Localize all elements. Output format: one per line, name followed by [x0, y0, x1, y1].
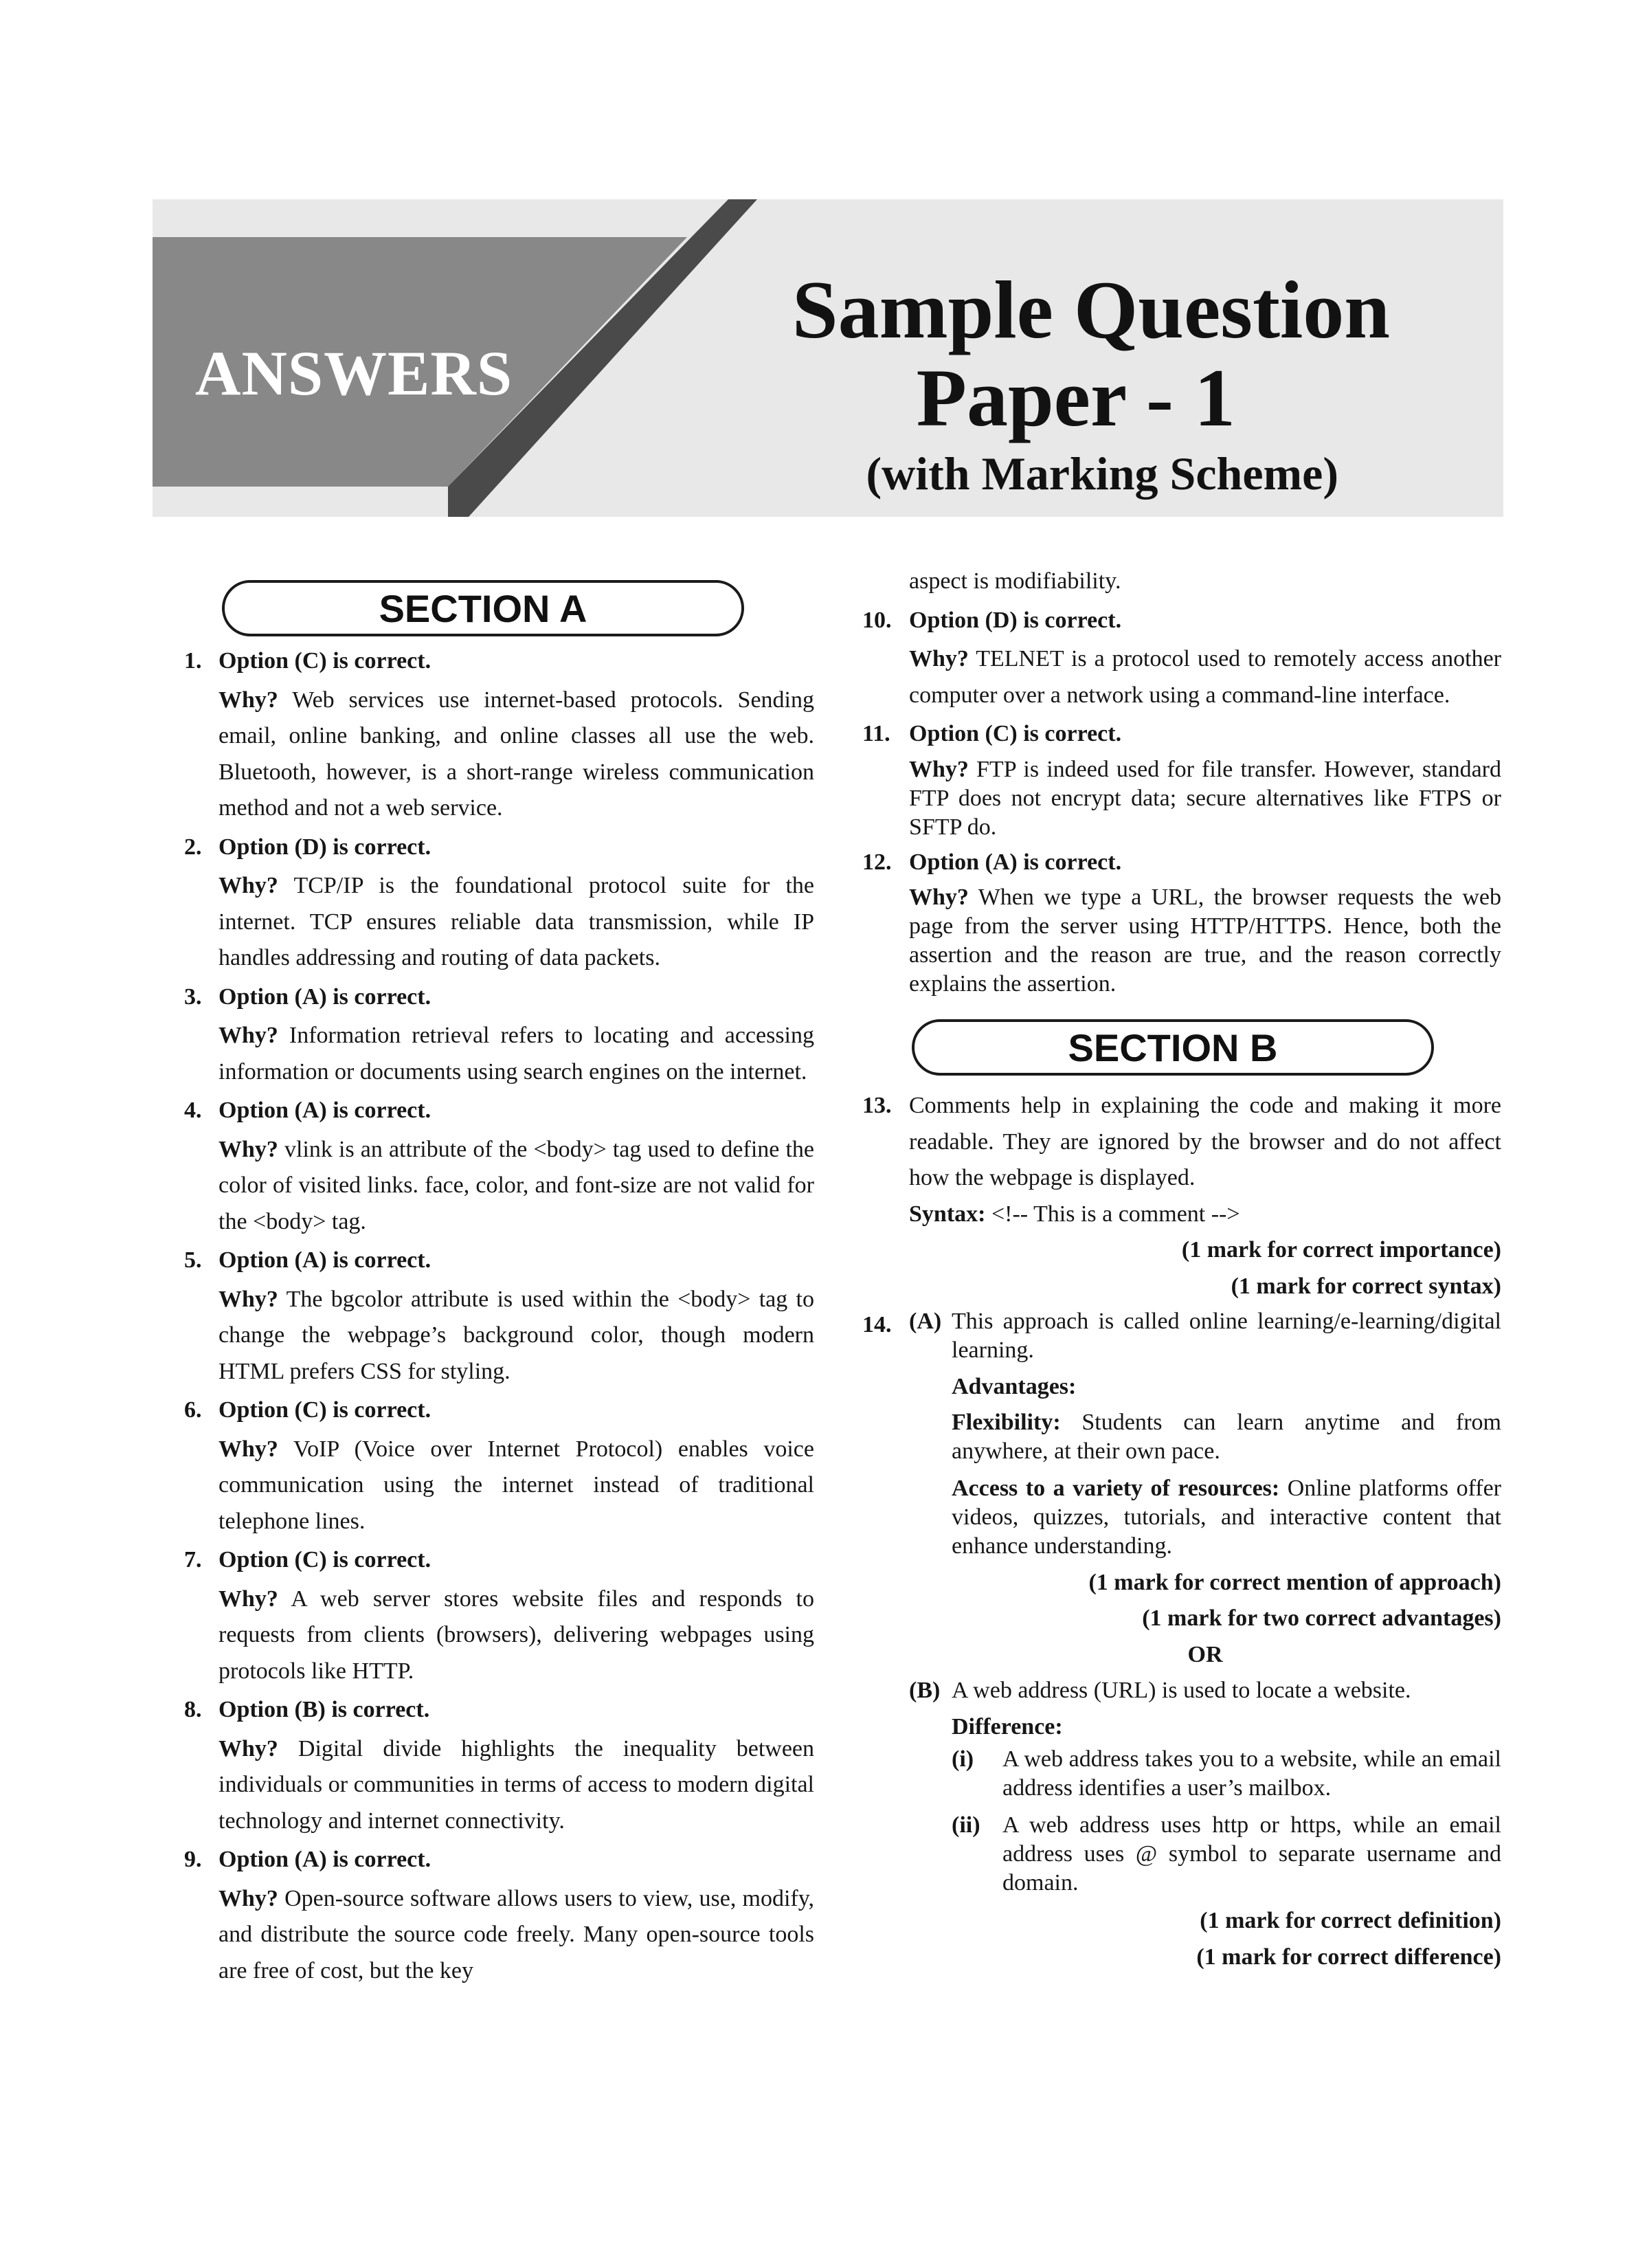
marking-note: (1 mark for correct importance)	[1181, 1237, 1501, 1263]
explanation-text: TELNET is a protocol used to remotely access another computer over a network using a command-line interface.	[909, 646, 1501, 708]
answer-item-9	[168, 1842, 814, 1989]
syntax-label: Syntax:	[909, 1201, 986, 1227]
answer-option: Option (D) is correct.	[909, 607, 1122, 633]
item-number: 12.	[862, 849, 892, 875]
difference-ii-label: (ii)	[952, 1812, 980, 1838]
page-subtitle: (with Marking Scheme)	[866, 447, 1338, 500]
answer-item-5	[168, 1243, 814, 1390]
marking-note: (1 mark for correct syntax)	[1231, 1273, 1501, 1299]
answer-item-13	[862, 1088, 1501, 1304]
why-label: Why?	[218, 1885, 278, 1911]
why-label: Why?	[909, 885, 969, 910]
why-label: Why?	[218, 1136, 278, 1162]
answers-label: ANSWERS	[195, 338, 513, 408]
why-label: Why?	[218, 873, 278, 898]
why-label: Why?	[218, 1436, 278, 1462]
answer-option: Option (C) is correct.	[909, 721, 1122, 746]
marking-note: (1 mark for two correct advantages)	[1142, 1605, 1501, 1631]
flexibility-text: Students can learn anytime and from anywhere, at their own pace.	[952, 1409, 1501, 1464]
item-number: 1.	[184, 648, 202, 674]
advantages-label: Advantages:	[952, 1374, 1077, 1399]
why-label: Why?	[909, 646, 969, 671]
marking-note: (1 mark for correct difference)	[1196, 1944, 1501, 1970]
difference-label: Difference:	[952, 1713, 1063, 1739]
page-title: Sample Question	[792, 264, 1390, 355]
section-b-heading: SECTION B	[912, 1019, 1434, 1076]
difference-i	[909, 1745, 1501, 1803]
explanation-text: Web services use internet-based protocols. Sending email, online banking, and online classes all use the web. Bluetooth, however, is a short-range wireless communication method and not a web service.	[218, 687, 814, 821]
difference-i-text: A web address takes you to a website, while an email address identifies a user’s mailbox.	[1002, 1746, 1501, 1801]
section-a-heading: SECTION A	[222, 580, 744, 636]
option-b-label: (B)	[909, 1678, 941, 1703]
why-label: Why?	[909, 756, 969, 782]
explanation-text: The bgcolor attribute is used within the <body> tag to change the webpage’s background color, though modern HTML prefers CSS for styling.	[218, 1286, 814, 1384]
why-label: Why?	[218, 1023, 278, 1048]
explanation-text: Information retrieval refers to locating and accessing information or documents using search engines on the internet.	[218, 1023, 814, 1085]
syntax-value: <!-- This is a comment -->	[991, 1201, 1240, 1227]
item-number: 6.	[184, 1397, 202, 1423]
item-number: 13.	[862, 1093, 892, 1118]
explanation-text: VoIP (Voice over Internet Protocol) enables voice communication using the internet instead of traditional telephone lines.	[218, 1436, 814, 1534]
item-number: 2.	[184, 834, 202, 860]
answer-item-7	[168, 1542, 814, 1689]
answer-option: Option (A) is correct.	[218, 1098, 431, 1123]
answer-option: Option (A) is correct.	[218, 1847, 431, 1872]
item-number: 11.	[862, 721, 890, 746]
item-number: 7.	[184, 1547, 202, 1572]
answer-text: Comments help in explaining the code and making it more readable. They are ignored by the browser and do not affect how the webpage is displayed.	[909, 1093, 1501, 1190]
marking-note: (1 mark for correct definition)	[1200, 1908, 1501, 1933]
difference-ii	[909, 1811, 1501, 1898]
answer-option: Option (D) is correct.	[218, 834, 431, 860]
item-number: 9.	[184, 1847, 202, 1872]
left-column	[168, 570, 814, 1989]
answer-item-2	[168, 830, 814, 977]
difference-ii-text: A web address uses http or https, while an email address uses @ symbol to separate username and domain.	[1002, 1812, 1501, 1895]
option-b	[909, 1673, 1501, 1709]
option-a-label: (A)	[909, 1309, 942, 1334]
explanation-text: Open-source software allows users to view, use, modify, and distribute the source code freely. Many open-source tools are free of cost, but the key	[218, 1885, 815, 1983]
explanation-text: A web server stores website files and responds to requests from clients (browsers), delivering webpages using protocols like HTTP.	[218, 1586, 815, 1684]
answer-option: Option (A) is correct.	[218, 983, 431, 1010]
answer-item-6	[168, 1392, 814, 1539]
page-title-line2: Paper - 1	[916, 352, 1235, 443]
header-banner	[153, 199, 1503, 517]
item-number: 4.	[184, 1098, 202, 1123]
answer-item-10	[862, 603, 1501, 714]
explanation-text: vlink is an attribute of the <body> tag used to define the color of visited links. face, color, and font-size are not valid for the <body> tag.	[218, 1136, 814, 1234]
answer-item-12	[862, 845, 1501, 999]
continuation-text: aspect is modifiability.	[909, 568, 1121, 594]
answer-item-11	[862, 716, 1501, 842]
explanation-text: FTP is indeed used for file transfer. However, standard FTP does not encrypt data; secure alternatives like FTPS or SFTP do.	[909, 756, 1501, 840]
why-label: Why?	[218, 1735, 278, 1761]
answer-item-14	[862, 1307, 1501, 1975]
or-divider: OR	[1187, 1641, 1223, 1667]
difference-i-label: (i)	[952, 1746, 974, 1772]
item-number: 10.	[862, 607, 892, 633]
flexibility-label: Flexibility:	[952, 1409, 1061, 1435]
explanation-text: When we type a URL, the browser requests the web page from the server using HTTP/HTTPS. Hence, both the assertion and the reason are true, and the reason correctly explains the assertion.	[909, 885, 1501, 997]
answer-item-3	[168, 979, 814, 1091]
answer-option: Option (C) is correct.	[218, 648, 431, 674]
why-label: Why?	[218, 1286, 278, 1312]
item-number: 3.	[184, 983, 202, 1010]
answer-option: Option (B) is correct.	[218, 1697, 430, 1722]
item-number: 14.	[862, 1312, 892, 1337]
explanation-text: Digital divide highlights the inequality between individuals or communities in terms of access to modern digital technology and internet connectivity.	[218, 1735, 814, 1834]
right-column	[862, 570, 1501, 1975]
why-label: Why?	[218, 1586, 278, 1612]
why-label: Why?	[218, 687, 278, 713]
answer-option: Option (C) is correct.	[218, 1397, 431, 1423]
answer-item-4	[168, 1093, 814, 1240]
answer-item-8	[168, 1692, 814, 1839]
answer-item-1	[168, 643, 814, 827]
option-b-text: A web address (URL) is used to locate a website.	[952, 1678, 1411, 1703]
option-a-text: This approach is called online learning/e-learning/digital learning.	[952, 1309, 1501, 1363]
item-number: 5.	[184, 1247, 202, 1273]
access-label: Access to a variety of resources:	[952, 1475, 1280, 1501]
explanation-text: TCP/IP is the foundational protocol suite for the internet. TCP ensures reliable data transmission, while IP handles addressing and routing of data packets.	[218, 873, 814, 970]
marking-note: (1 mark for correct mention of approach)	[1088, 1569, 1501, 1595]
answer-option: Option (A) is correct.	[909, 849, 1122, 875]
access-text: Online platforms offer videos, quizzes, tutorials, and interactive content that enhance understanding.	[952, 1475, 1502, 1559]
answer-option: Option (C) is correct.	[218, 1547, 431, 1572]
answer-item-9-continued	[862, 564, 1501, 600]
option-a	[909, 1307, 1501, 1365]
item-number: 8.	[184, 1697, 202, 1722]
answer-option: Option (A) is correct.	[218, 1247, 431, 1273]
